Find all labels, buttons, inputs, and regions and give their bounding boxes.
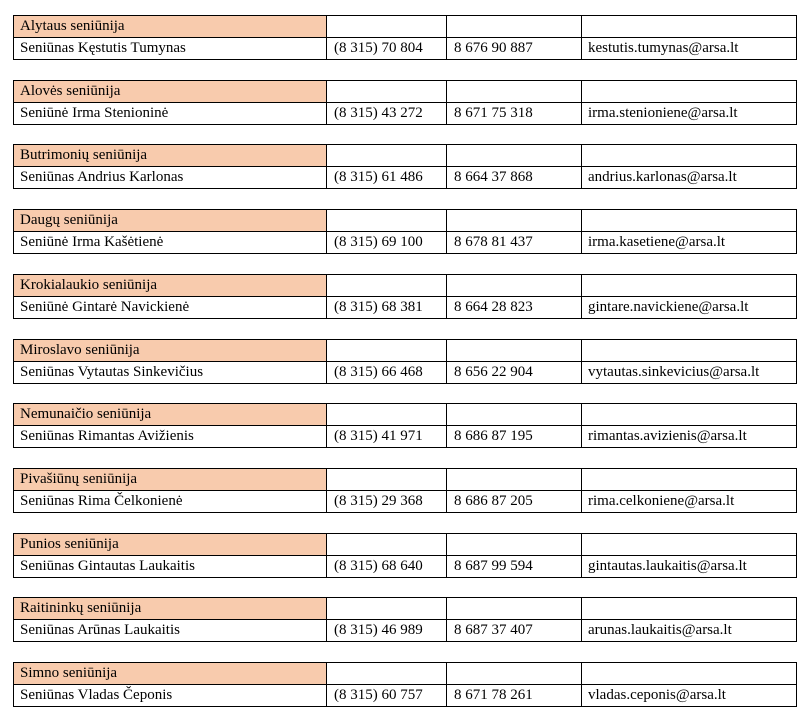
mobile-phone: 8 671 78 261 xyxy=(447,685,582,707)
elder-name: Seniūnas Gintautas Laukaitis xyxy=(14,556,327,578)
eldership-block xyxy=(13,403,797,448)
empty-cell xyxy=(327,404,447,426)
eldership-title: Nemunaičio seniūnija xyxy=(14,404,327,426)
mobile-phone: 8 656 22 904 xyxy=(447,362,582,384)
elder-contact-row xyxy=(14,620,797,642)
email-address[interactable]: irma.kasetiene@arsa.lt xyxy=(582,232,797,254)
empty-cell xyxy=(582,534,797,556)
eldership-header-row xyxy=(14,404,797,426)
eldership-title: Butrimonių seniūnija xyxy=(14,145,327,167)
eldership-block xyxy=(13,597,797,642)
eldership-block xyxy=(13,533,797,578)
mobile-phone: 8 686 87 195 xyxy=(447,426,582,448)
elder-name: Seniūnas Vytautas Sinkevičius xyxy=(14,362,327,384)
eldership-title: Simno seniūnija xyxy=(14,663,327,685)
eldership-header-row xyxy=(14,663,797,685)
empty-cell xyxy=(582,663,797,685)
mobile-phone: 8 664 37 868 xyxy=(447,167,582,189)
mobile-phone: 8 671 75 318 xyxy=(447,103,582,125)
empty-cell xyxy=(582,210,797,232)
eldership-header-row xyxy=(14,469,797,491)
eldership-block xyxy=(13,662,797,707)
elder-name: Seniūnė Gintarė Navickienė xyxy=(14,297,327,319)
eldership-header-row xyxy=(14,340,797,362)
landline-phone: (8 315) 68 640 xyxy=(327,556,447,578)
mobile-phone: 8 687 37 407 xyxy=(447,620,582,642)
empty-cell xyxy=(447,469,582,491)
landline-phone: (8 315) 43 272 xyxy=(327,103,447,125)
empty-cell xyxy=(447,598,582,620)
eldership-header-row xyxy=(14,16,797,38)
eldership-title: Alovės seniūnija xyxy=(14,81,327,103)
empty-cell xyxy=(447,81,582,103)
empty-cell xyxy=(327,598,447,620)
empty-cell xyxy=(327,663,447,685)
elder-name: Seniūnė Irma Stenioninė xyxy=(14,103,327,125)
mobile-phone: 8 678 81 437 xyxy=(447,232,582,254)
mobile-phone: 8 686 87 205 xyxy=(447,491,582,513)
landline-phone: (8 315) 66 468 xyxy=(327,362,447,384)
empty-cell xyxy=(582,598,797,620)
landline-phone: (8 315) 41 971 xyxy=(327,426,447,448)
elder-contact-row xyxy=(14,103,797,125)
eldership-title: Raitininkų seniūnija xyxy=(14,598,327,620)
eldership-header-row xyxy=(14,210,797,232)
email-address[interactable]: kestutis.tumynas@arsa.lt xyxy=(582,38,797,60)
empty-cell xyxy=(447,404,582,426)
mobile-phone: 8 664 28 823 xyxy=(447,297,582,319)
eldership-header-row xyxy=(14,81,797,103)
elder-contact-row xyxy=(14,232,797,254)
empty-cell xyxy=(582,16,797,38)
empty-cell xyxy=(447,275,582,297)
empty-cell xyxy=(582,145,797,167)
elder-contact-row xyxy=(14,167,797,189)
elder-contact-row xyxy=(14,685,797,707)
empty-cell xyxy=(582,469,797,491)
empty-cell xyxy=(447,663,582,685)
landline-phone: (8 315) 46 989 xyxy=(327,620,447,642)
elder-contact-row xyxy=(14,362,797,384)
elder-name: Seniūnas Rimantas Avižienis xyxy=(14,426,327,448)
empty-cell xyxy=(582,275,797,297)
elder-name: Seniūnė Irma Kašėtienė xyxy=(14,232,327,254)
elder-contact-row xyxy=(14,556,797,578)
elder-contact-row xyxy=(14,297,797,319)
eldership-block xyxy=(13,80,797,125)
mobile-phone: 8 676 90 887 xyxy=(447,38,582,60)
empty-cell xyxy=(327,81,447,103)
elder-contact-row xyxy=(14,426,797,448)
email-address[interactable]: gintautas.laukaitis@arsa.lt xyxy=(582,556,797,578)
email-address[interactable]: rimantas.avizienis@arsa.lt xyxy=(582,426,797,448)
empty-cell xyxy=(327,469,447,491)
empty-cell xyxy=(447,210,582,232)
email-address[interactable]: gintare.navickiene@arsa.lt xyxy=(582,297,797,319)
eldership-header-row xyxy=(14,145,797,167)
landline-phone: (8 315) 70 804 xyxy=(327,38,447,60)
elder-name: Seniūnas Rima Čelkonienė xyxy=(14,491,327,513)
eldership-block xyxy=(13,209,797,254)
email-address[interactable]: rima.celkoniene@arsa.lt xyxy=(582,491,797,513)
eldership-header-row xyxy=(14,534,797,556)
empty-cell xyxy=(582,340,797,362)
email-address[interactable]: vytautas.sinkevicius@arsa.lt xyxy=(582,362,797,384)
empty-cell xyxy=(327,534,447,556)
empty-cell xyxy=(447,16,582,38)
eldership-title: Alytaus seniūnija xyxy=(14,16,327,38)
eldership-block xyxy=(13,144,797,189)
eldership-header-row xyxy=(14,598,797,620)
mobile-phone: 8 687 99 594 xyxy=(447,556,582,578)
elder-name: Seniūnas Vladas Čeponis xyxy=(14,685,327,707)
elder-name: Seniūnas Andrius Karlonas xyxy=(14,167,327,189)
empty-cell xyxy=(327,210,447,232)
eldership-title: Daugų seniūnija xyxy=(14,210,327,232)
eldership-title: Punios seniūnija xyxy=(14,534,327,556)
elder-contact-row xyxy=(14,491,797,513)
empty-cell xyxy=(327,340,447,362)
elder-name: Seniūnas Kęstutis Tumynas xyxy=(14,38,327,60)
eldership-title: Krokialaukio seniūnija xyxy=(14,275,327,297)
empty-cell xyxy=(582,81,797,103)
empty-cell xyxy=(582,404,797,426)
eldership-block xyxy=(13,274,797,319)
eldership-title: Miroslavo seniūnija xyxy=(14,340,327,362)
email-address[interactable]: irma.stenioniene@arsa.lt xyxy=(582,103,797,125)
email-address[interactable]: andrius.karlonas@arsa.lt xyxy=(582,167,797,189)
eldership-block xyxy=(13,468,797,513)
email-address[interactable]: arunas.laukaitis@arsa.lt xyxy=(582,620,797,642)
empty-cell xyxy=(327,16,447,38)
eldership-block xyxy=(13,15,797,60)
landline-phone: (8 315) 68 381 xyxy=(327,297,447,319)
elder-name: Seniūnas Arūnas Laukaitis xyxy=(14,620,327,642)
eldership-header-row xyxy=(14,275,797,297)
elder-contact-row xyxy=(14,38,797,60)
landline-phone: (8 315) 69 100 xyxy=(327,232,447,254)
landline-phone: (8 315) 60 757 xyxy=(327,685,447,707)
eldership-block xyxy=(13,339,797,384)
landline-phone: (8 315) 29 368 xyxy=(327,491,447,513)
landline-phone: (8 315) 61 486 xyxy=(327,167,447,189)
email-address[interactable]: vladas.ceponis@arsa.lt xyxy=(582,685,797,707)
empty-cell xyxy=(447,534,582,556)
eldership-title: Pivašiūnų seniūnija xyxy=(14,469,327,491)
empty-cell xyxy=(327,145,447,167)
empty-cell xyxy=(447,145,582,167)
empty-cell xyxy=(327,275,447,297)
empty-cell xyxy=(447,340,582,362)
